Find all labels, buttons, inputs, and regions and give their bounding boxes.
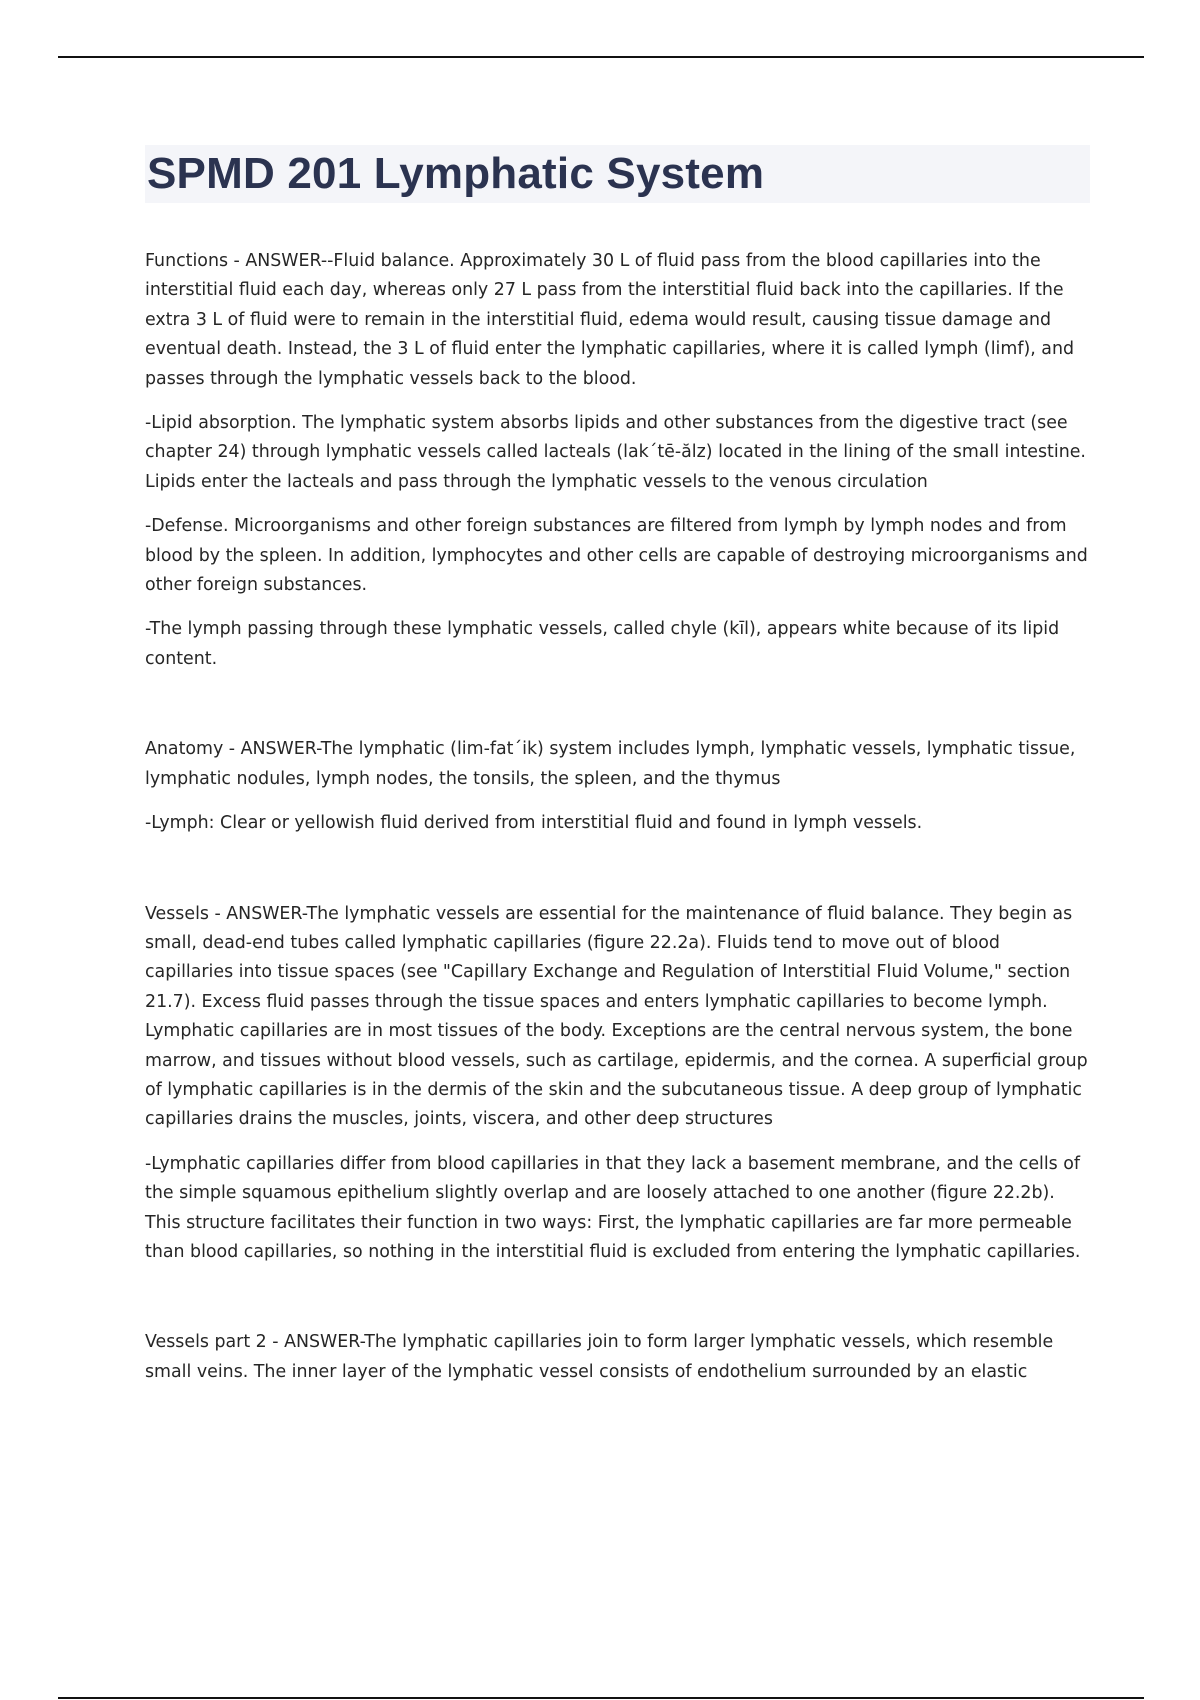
functions-paragraph-1: Functions - ANSWER--Fluid balance. Approximately 30 L of fluid pass from the blood capillaries into the interstitial fluid each day, whereas only 27 L pass from the interstitial fluid back into the capillaries. If the extra 3 L of fluid were to remain in the interstitial fluid, edema would result, causing tissue damage and eventual death. Instead, the 3 L of fluid enter the lymphatic capillaries, where it is called lymph (limf), and passes through the lymphatic vessels back to the blood. <box>145 251 1075 389</box>
anatomy-paragraph-1: Anatomy - ANSWER-The lymphatic (lim-fat´ik) system includes lymph, lymphatic vessels, lymphatic tissue, lymphatic nodules, lymph nodes, the tonsils, the spleen, and the thymus <box>145 739 1076 789</box>
section-vessels <box>145 900 1090 1268</box>
title-band <box>145 145 1090 203</box>
document-body <box>145 247 1090 1387</box>
vessels-paragraph-1: Vessels - ANSWER-The lymphatic vessels are essential for the maintenance of fluid balance. They begin as small, dead-end tubes called lymphatic capillaries (figure 22.2a). Fluids tend to move out of blood capillaries into tissue spaces (see "Capillary Exchange and Regulation of Interstitial Fluid Volume," section 21.7). Excess fluid passes through the tissue spaces and enters lymphatic capillaries to become lymph. Lymphatic capillaries are in most tissues of the body. Exceptions are the central nervous system, the bone marrow, and tissues without blood vessels, such as cartilage, epidermis, and the cornea. A superficial group of lymphatic capillaries is in the dermis of the skin and the subcutaneous tissue. A deep group of lymphatic capillaries drains the muscles, joints, viscera, and other deep structures <box>145 903 1088 1130</box>
document-page <box>145 145 1090 1402</box>
section-spacer <box>145 689 1090 735</box>
functions-paragraph-4: -The lymph passing through these lymphatic vessels, called chyle (kīl), appears white because of its lipid content. <box>145 619 1060 669</box>
section-vessels-part-2 <box>145 1328 1090 1387</box>
vessels-paragraph-2: -Lymphatic capillaries differ from blood capillaries in that they lack a basement membrane, and the cells of the simple squamous epithelium slightly overlap and are loosely attached to one another (figure 22.2b). This structure facilitates their function in two ways: First, the lymphatic capillaries are far more permeable than blood capillaries, so nothing in the interstitial fluid is excluded from entering the lymphatic capillaries. <box>145 1153 1081 1262</box>
vessels-part2-paragraph-1: Vessels part 2 - ANSWER-The lymphatic capillaries join to form larger lymphatic vessels, which resemble small veins. The inner layer of the lymphatic vessel consists of endothelium surrounded by an elastic <box>145 1332 1054 1382</box>
functions-paragraph-3: -Defense. Microorganisms and other foreign substances are filtered from lymph by lymph nodes and from blood by the spleen. In addition, lymphocytes and other cells are capable of destroying microorganisms and other foreign substances. <box>145 516 1088 596</box>
section-functions <box>145 247 1090 674</box>
bottom-divider <box>58 1697 1144 1699</box>
top-divider <box>58 56 1144 58</box>
section-spacer <box>145 854 1090 900</box>
section-anatomy <box>145 735 1090 838</box>
anatomy-paragraph-2: -Lymph: Clear or yellowish fluid derived from interstitial fluid and found in lymph vessels. <box>145 813 923 834</box>
functions-paragraph-2: -Lipid absorption. The lymphatic system absorbs lipids and other substances from the digestive tract (see chapter 24) through lymphatic vessels called lacteals (lak´tē-ălz) located in the lining of the small intestine. Lipids enter the lacteals and pass through the lymphatic vessels to the venous circulation <box>145 413 1086 492</box>
section-spacer <box>145 1282 1090 1328</box>
document-title: SPMD 201 Lymphatic System <box>147 149 765 198</box>
